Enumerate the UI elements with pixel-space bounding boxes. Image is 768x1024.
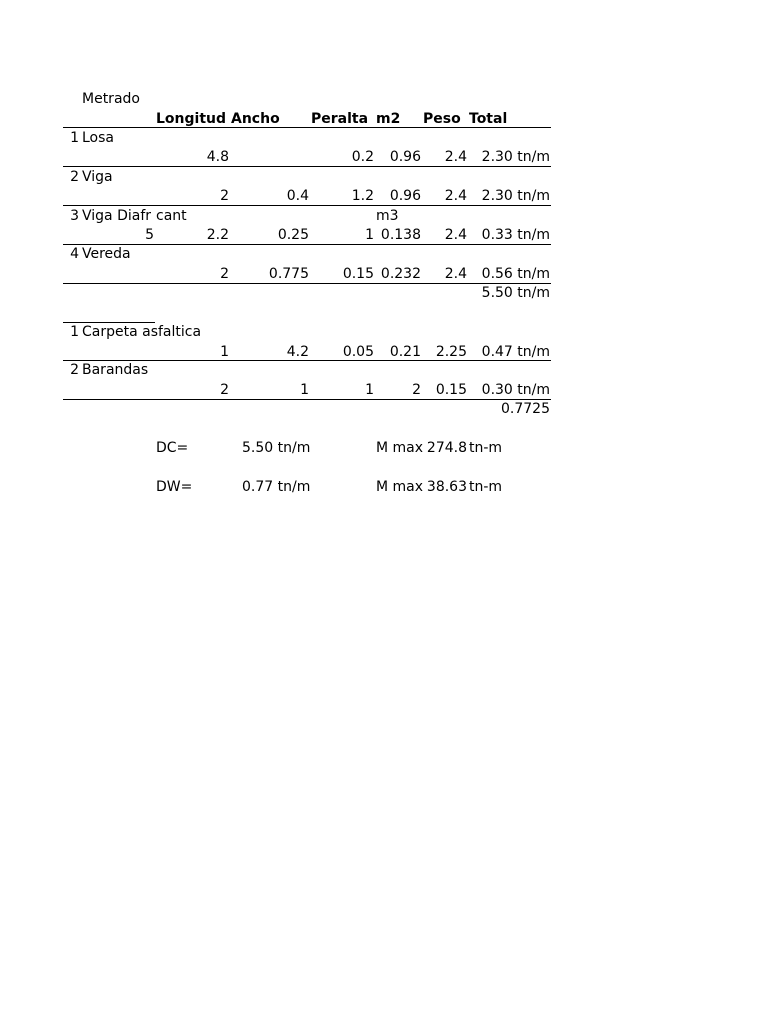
header-peralta: Peralta (311, 111, 369, 127)
cell-longitud: 2 (220, 382, 229, 398)
header-rule (63, 127, 551, 128)
cell-total: 0.56 tn/m (481, 266, 550, 282)
dw-mmax-label: M max (376, 479, 424, 495)
dc-label: DC= (156, 440, 189, 456)
row-rule (63, 360, 551, 361)
row-name: Losa (82, 130, 114, 146)
cell-peralta: 0.05 (342, 344, 374, 360)
cell-peralta: 0.2 (351, 149, 374, 165)
cell-longitud: 1 (220, 344, 229, 360)
row-rule (63, 205, 551, 206)
cell-longitud: 2 (220, 188, 229, 204)
sheet-title: Metrado (82, 91, 140, 107)
row-name: Viga (82, 169, 113, 185)
dw-mmax-unit: tn-m (469, 479, 503, 495)
cell-peso: 2.25 (435, 344, 467, 360)
header-peso: Peso (423, 111, 461, 127)
cell-total: 2.30 tn/m (481, 149, 550, 165)
dc-value: 5.50 tn/m (242, 440, 311, 456)
dc-mmax-unit: tn-m (469, 440, 503, 456)
row-number: 2 (70, 362, 79, 378)
cell-total: 2.30 tn/m (481, 188, 550, 204)
row-rule (63, 166, 551, 167)
cell-total: 0.30 tn/m (481, 382, 550, 398)
dw-subtotal: 0.7725 (501, 401, 550, 417)
cell-peso: 2.4 (444, 149, 467, 165)
row-rule (63, 399, 551, 400)
header-ancho: Ancho (231, 111, 280, 127)
cell-m2: 0.96 (389, 149, 421, 165)
header-total: Total (469, 111, 508, 127)
cell-m2: 2 (412, 382, 421, 398)
row-name: Carpeta asfaltica (82, 324, 202, 340)
header-longitud: Longitud (156, 111, 227, 127)
cell-peso: 2.4 (444, 188, 467, 204)
section-divider (63, 322, 155, 323)
cell-ancho: 1 (300, 382, 309, 398)
cell-ancho: 0.4 (286, 188, 309, 204)
unit-label-m3: m3 (376, 208, 399, 224)
dc-mmax-value: 274.8 (426, 440, 467, 456)
dc-subtotal: 5.50 tn/m (481, 285, 550, 301)
dc-mmax-label: M max (376, 440, 424, 456)
row-number: 4 (70, 246, 79, 262)
header-m2: m2 (376, 111, 401, 127)
row-name: Barandas (82, 362, 149, 378)
cell-peso: 2.4 (444, 266, 467, 282)
cell-peralta: 1.2 (351, 188, 374, 204)
cell-peralta: 1 (365, 382, 374, 398)
row-number: 3 (70, 208, 79, 224)
cell-peralta: 0.15 (342, 266, 374, 282)
cell-longitud: 2.2 (206, 227, 229, 243)
row-name: Vereda (82, 246, 131, 262)
cell-peralta: 1 (365, 227, 374, 243)
row-number: 1 (70, 324, 79, 340)
cell-ancho: 0.775 (268, 266, 309, 282)
dw-mmax-value: 38.63 (426, 479, 467, 495)
cell-total: 0.47 tn/m (481, 344, 550, 360)
cell-ancho: 4.2 (286, 344, 309, 360)
dw-label: DW= (156, 479, 193, 495)
cell-peso: 0.15 (435, 382, 467, 398)
cell-m2: 0.21 (389, 344, 421, 360)
row-number: 1 (70, 130, 79, 146)
cell-m2: 0.232 (380, 266, 421, 282)
row-rule (63, 244, 551, 245)
cell-m2: 0.96 (389, 188, 421, 204)
cell-m2: 0.138 (380, 227, 421, 243)
dw-value: 0.77 tn/m (242, 479, 311, 495)
row-name: Viga Diafr (82, 208, 152, 224)
row-rule (63, 283, 551, 284)
cell-cant: 5 (145, 227, 154, 243)
cell-longitud: 4.8 (206, 149, 229, 165)
cell-peso: 2.4 (444, 227, 467, 243)
row-number: 2 (70, 169, 79, 185)
cell-longitud: 2 (220, 266, 229, 282)
cell-ancho: 0.25 (277, 227, 309, 243)
cell-total: 0.33 tn/m (481, 227, 550, 243)
cant-label: cant (156, 208, 187, 224)
